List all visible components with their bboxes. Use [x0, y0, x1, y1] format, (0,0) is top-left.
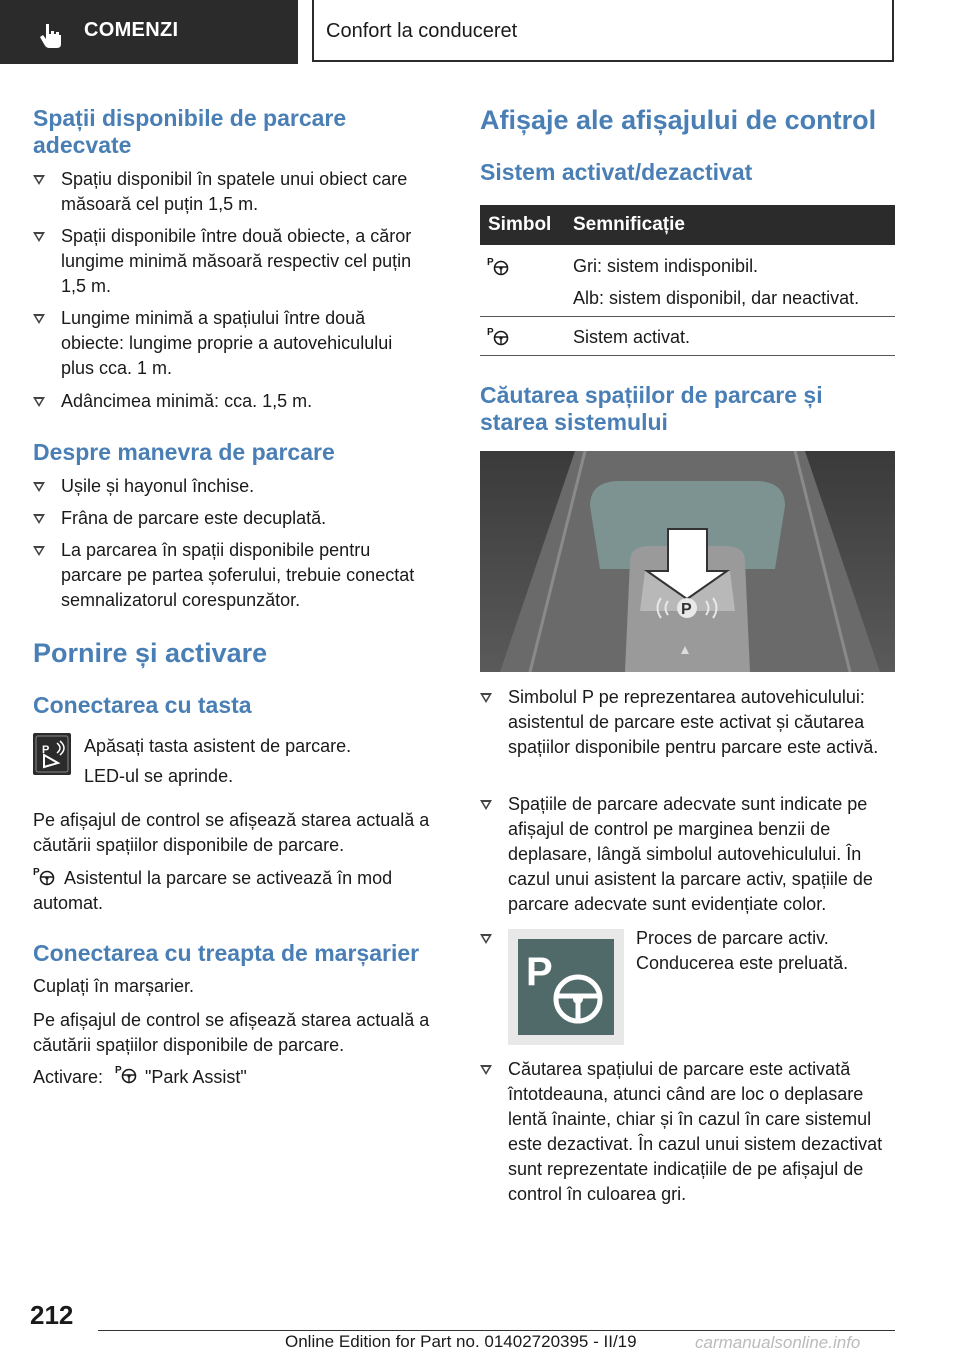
parking-steering-symbol [508, 929, 624, 1045]
list-item [33, 474, 443, 499]
bullet-text: Adâncimea minimă: cca. 1,5 m. [61, 391, 313, 411]
svg-text:P: P [526, 950, 553, 994]
table-row-divider [480, 316, 895, 317]
row1-line1: Gri: sistem indisponibil. [573, 256, 759, 276]
bullet-text: La parcarea în spații disponibile pentru parcare pe partea șoferului, trebuie conectat semnalizatorul corespunzător. [61, 540, 415, 610]
list-item [33, 306, 443, 381]
row1-line2: Alb: sistem disponibil, dar neactivat. [573, 288, 860, 308]
row2-text: Sistem activat. [573, 327, 691, 347]
list-item [33, 389, 443, 414]
svg-text:P: P [42, 744, 50, 756]
heading-display: Afișaje ale afișajului de control [480, 105, 877, 135]
list-item [480, 792, 895, 917]
chapter-tab [312, 0, 894, 62]
button-line-1: Apăsați tasta asistent de parcare. [84, 736, 352, 756]
list-item [480, 926, 510, 951]
triangle-bullet-icon [33, 546, 45, 556]
park-assist-key-icon [33, 733, 71, 775]
triangle-bullet-icon [33, 482, 45, 492]
bullet-text: Ușile și hayonul închise. [61, 476, 255, 496]
svg-text:P: P [681, 601, 692, 618]
activation-label: Activare: [33, 1067, 104, 1087]
edition-text: Online Edition for Part no. 01402720395 - II/19 [285, 1332, 637, 1351]
table-header [480, 205, 895, 245]
table-header-symbol: Simbol [488, 214, 552, 235]
svg-text:P: P [487, 257, 494, 268]
bullet-text: Spații disponibile între două obiecte, a căror lungime minimă măsoară respectiv cel puțin 1,5 m. [61, 226, 412, 296]
triangle-bullet-icon [33, 232, 45, 242]
page-number: 212 [30, 1300, 74, 1330]
heading-search: Căutarea spațiilor de parcare și starea sistemului [480, 382, 823, 435]
bullet-text: Frâna de parcare este decuplată. [61, 508, 327, 528]
svg-text:P: P [33, 867, 40, 878]
bullet-text: Căutarea spațiului de parcare este activată întotdeauna, atunci când are loc o deplasare lentă înainte, chiar și în cazul în care sistemul este dezactivat. În cazul unui sistem dezactivat sunt reprezentate indicațiile de pe afișajul de control în culoarea gri. [508, 1059, 883, 1204]
chapter-label: Confort la conduceret [326, 20, 518, 42]
reverse-paragraph: Pe afișajul de control se afișează starea actuală a căutării spațiilor disponibile de parcare. [33, 1010, 430, 1055]
control-display-illustration [480, 451, 895, 672]
list-item [33, 506, 443, 531]
button-paragraph: Pe afișajul de control se afișează starea actuală a căutării spațiilor disponibile de parcare. [33, 810, 430, 855]
list-item [33, 224, 443, 299]
button-icon-text: Asistentul la parcare se activează în mod automat. [33, 868, 393, 913]
heading-start: Pornire și activare [33, 638, 268, 668]
heading-spaces: Spații disponibile de parcare adecvate [33, 105, 347, 158]
page-header [0, 0, 960, 66]
hand-pointer-icon [38, 22, 64, 50]
bullet-text: Simbolul P pe reprezentarea autovehiculului: asistentul de parcare este activat și căutarea spațiilor disponibile pentru parcare este activă. [508, 687, 879, 757]
triangle-bullet-icon [33, 314, 45, 324]
heading-button: Conectarea cu tasta [33, 692, 252, 718]
bullet-text: Proces de parcare activ. Conducerea este preluată. [636, 928, 849, 973]
reverse-line-1: Cuplați în marșarier. [33, 976, 195, 996]
bullet-text: Spațiu disponibil în spatele unui obiect care măsoară cel puțin 1,5 m. [61, 169, 408, 214]
section-tab [0, 0, 298, 64]
park-assist-icon [115, 1063, 139, 1085]
list-item [480, 1057, 895, 1207]
section-label: COMENZI [84, 19, 179, 41]
activation-value: "Park Assist" [145, 1067, 247, 1087]
footer-divider [98, 1330, 895, 1331]
park-assist-grey-icon [487, 255, 511, 277]
bullet-text: Lungime minimă a spațiului între două obiecte: lungime proprie a autovehiculului plus cca. 1 m. [61, 308, 393, 378]
list-item [33, 538, 443, 613]
triangle-bullet-icon [480, 693, 492, 703]
triangle-bullet-icon [480, 934, 492, 944]
watermark: carmanualsonline.info [695, 1333, 861, 1352]
heading-manoeuvre: Despre manevra de parcare [33, 439, 335, 465]
heading-reverse: Conectarea cu treapta de marșarier [33, 940, 420, 966]
table-row-divider [480, 355, 895, 356]
list-item [480, 685, 895, 785]
triangle-bullet-icon [33, 397, 45, 407]
triangle-bullet-icon [480, 800, 492, 810]
triangle-bullet-icon [480, 1065, 492, 1075]
triangle-bullet-icon [33, 175, 45, 185]
svg-text:P: P [487, 327, 494, 338]
button-line-2: LED-ul se aprinde. [84, 766, 234, 786]
triangle-bullet-icon [33, 514, 45, 524]
bullet-text: Spațiile de parcare adecvate sunt indicate pe afișajul de control pe marginea benzii de deplasare, lângă simbolul autovehiculului. În cazul unui asistent la parcare activ, spațiile de parcare adecvate sunt evidențiate color. [508, 794, 873, 914]
heading-system: Sistem activat/dezactivat [480, 159, 753, 185]
table-header-meaning: Semnificație [573, 214, 685, 235]
park-assist-active-icon [487, 325, 511, 347]
svg-text:P: P [115, 1065, 122, 1076]
list-item [33, 167, 443, 217]
